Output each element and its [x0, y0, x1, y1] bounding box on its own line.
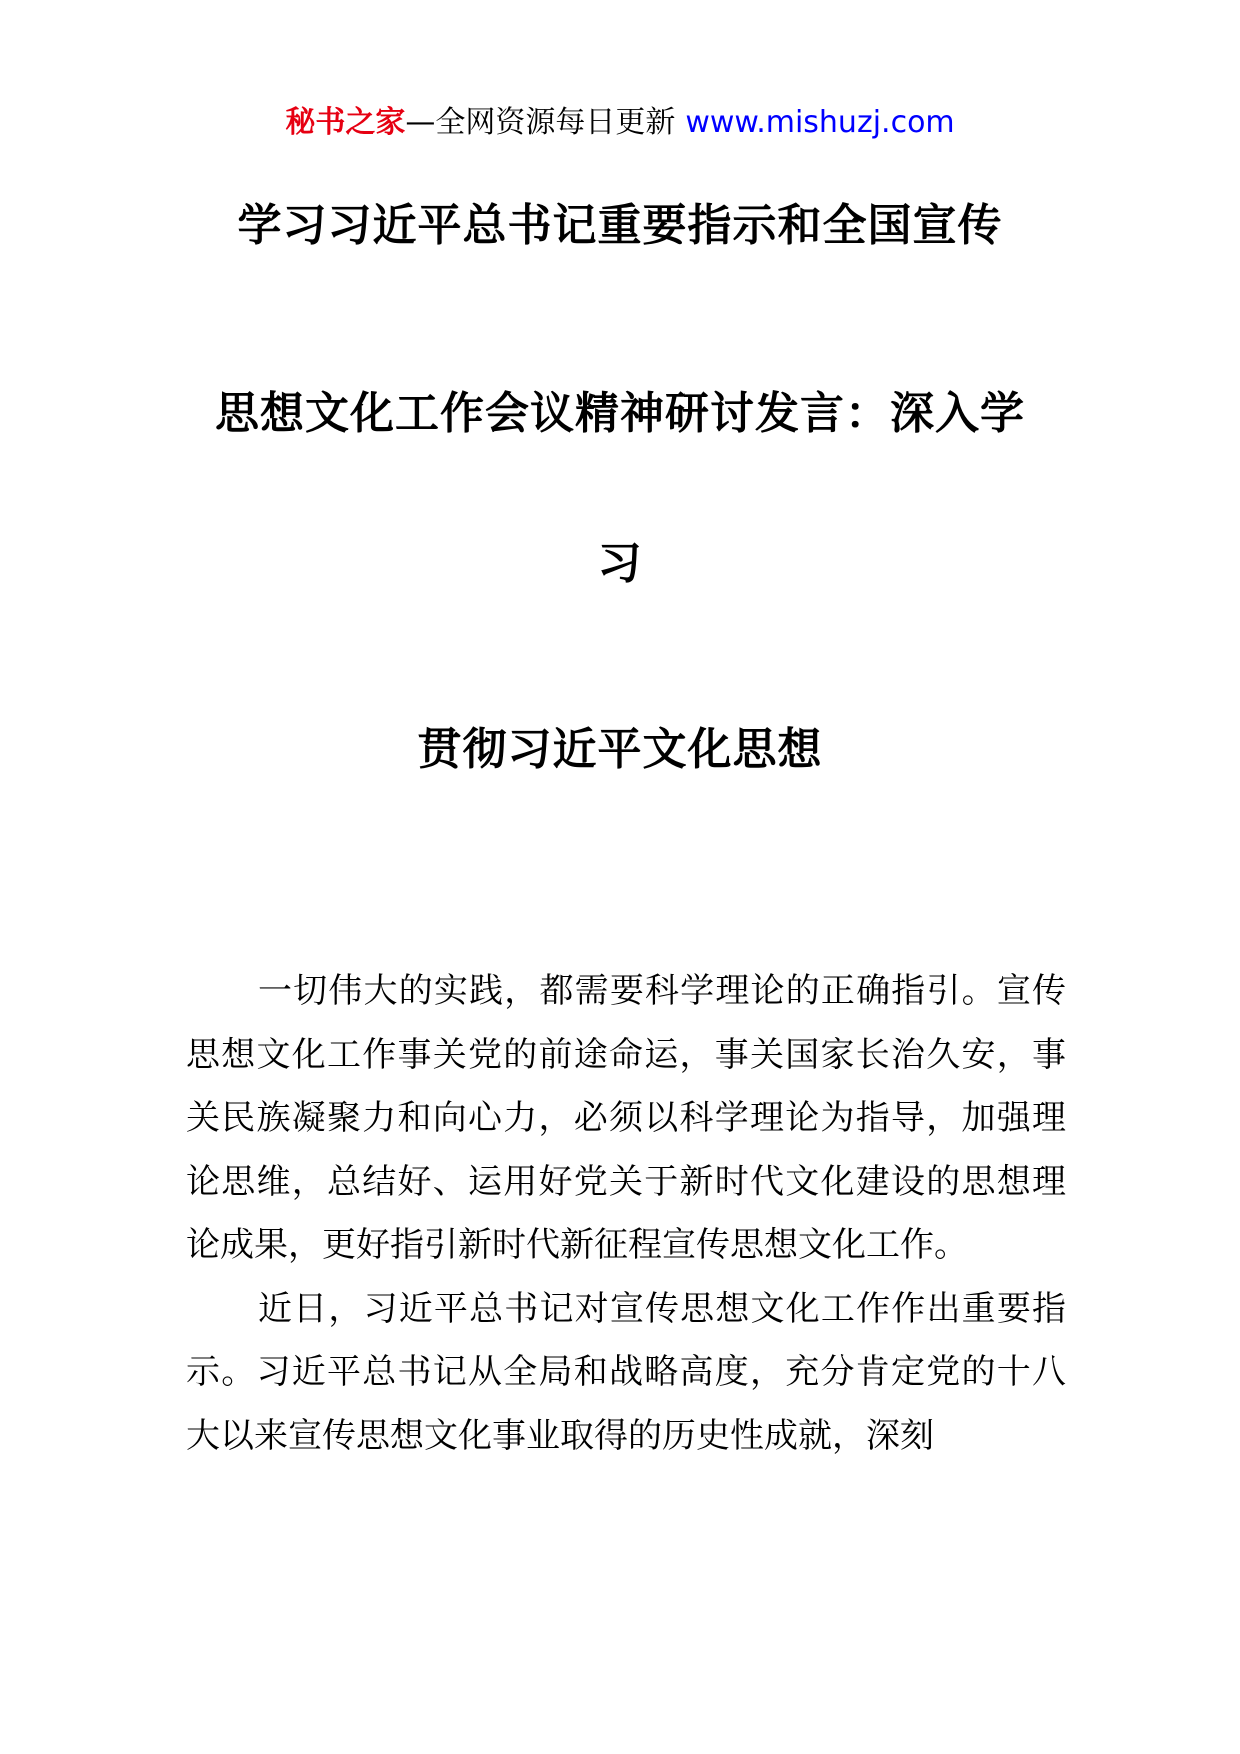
site-brand: 秘书之家: [285, 105, 406, 140]
document-title-line-4: 贯彻习近平文化思想: [417, 724, 823, 775]
document-title-line-3: 习: [597, 538, 643, 589]
site-header: [0, 100, 1240, 146]
site-url-link[interactable]: www.mishuzj.com: [685, 105, 955, 140]
body-paragraph-1: 一切伟大的实践，都需要科学理论的正确指引。宣传思想文化工作事关党的前途命运，事关国家长治久安，事关民族凝聚力和向心力，必须以科学理论为指导，加强理论思维，总结好、运用好党关于新时代文化建设的思想理论成果，更好指引新时代新征程宣传思想文化工作。: [186, 971, 1066, 1265]
document-body: [186, 960, 1066, 1468]
body-paragraph-2: 近日，习近平总书记对宣传思想文化工作作出重要指示。习近平总书记从全局和战略高度，充分肯定党的十八大以来宣传思想文化事业取得的历史性成就，深刻: [186, 1288, 1066, 1456]
site-slogan: —全网资源每日更新: [405, 105, 676, 140]
document-title-line-2: 思想文化工作会议精神研讨发言：深入学: [215, 388, 1025, 439]
document-title-line-1: 学习习近平总书记重要指示和全国宣传: [237, 200, 1003, 251]
